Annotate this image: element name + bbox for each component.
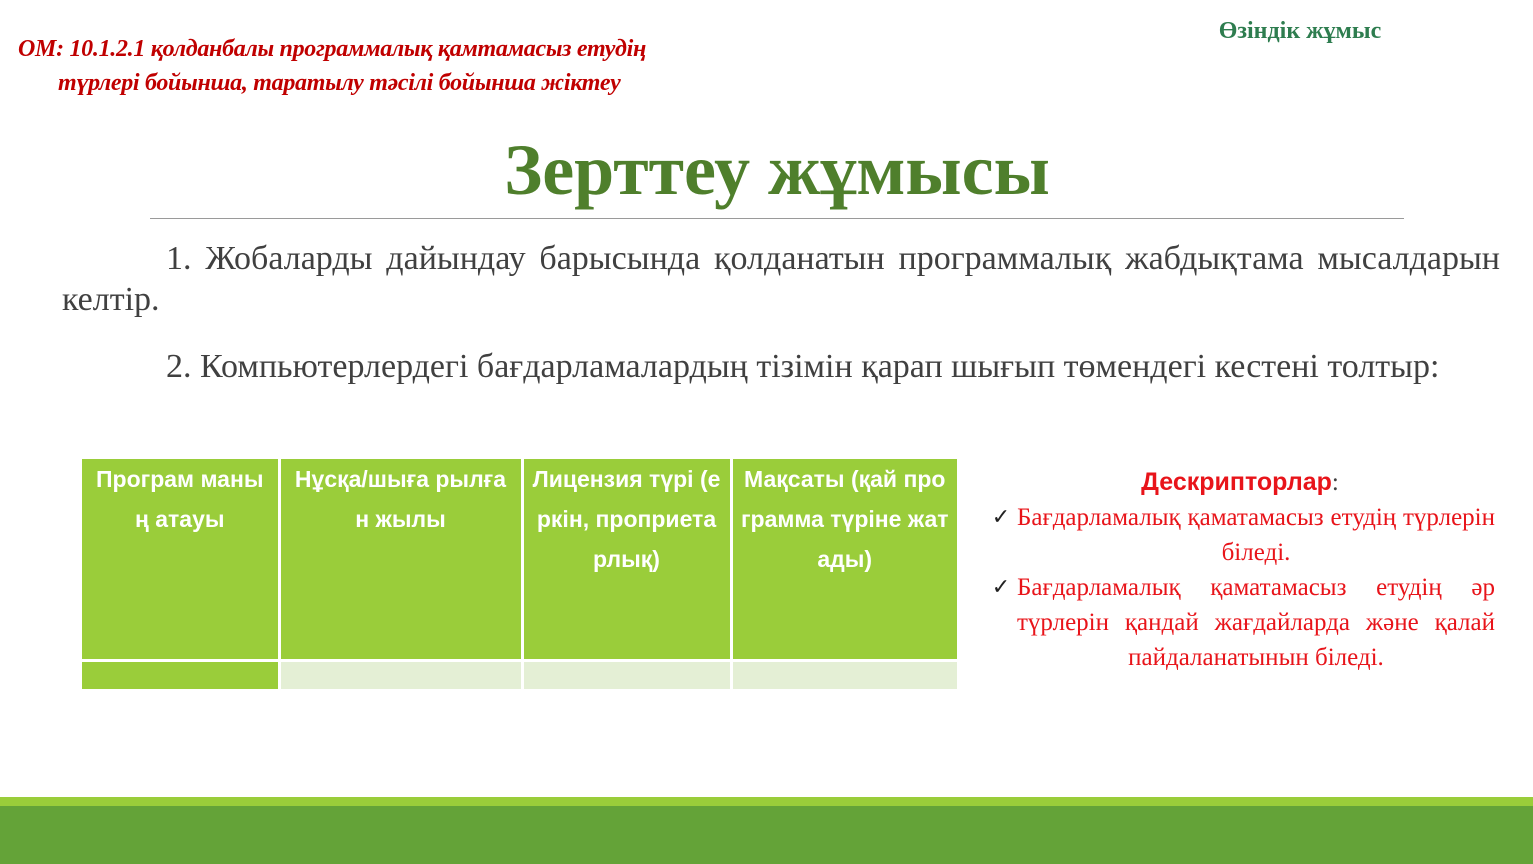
- descriptor-item: [985, 500, 1495, 570]
- descriptors-heading-colon: :: [1331, 469, 1339, 496]
- table-cell[interactable]: [731, 660, 957, 689]
- descriptors-heading: [985, 465, 1495, 500]
- table-cell[interactable]: [82, 660, 279, 689]
- table-header-row: [82, 459, 957, 660]
- footer-band: [0, 806, 1533, 864]
- header-version-year: Нұсқа/шыға рылған жылы: [279, 459, 522, 660]
- learning-objective: [18, 32, 818, 100]
- title-divider: [150, 218, 1404, 219]
- learning-objective-line1: ОМ: 10.1.2.1 қолданбалы программалық қамтамасыз етудің: [18, 36, 647, 62]
- descriptors-heading-text: Дескрипторлар: [1141, 468, 1332, 496]
- task-1: 1. Жобаларды дайындау барысында қолданатын программалық жабдықтама мысалдарын келтір.: [62, 240, 1500, 318]
- table-cell[interactable]: [522, 660, 731, 689]
- header-purpose: Мақсаты (қай программа түріне жатады): [731, 459, 957, 660]
- slide-title: Зерттеу жұмысы: [504, 130, 1050, 210]
- check-icon: ✓: [991, 505, 1011, 530]
- task-2: 2. Компьютерлердегі бағдарламалардың тізімін қарап шығып төмендегі кестені толтыр:: [166, 348, 1440, 385]
- table-cell[interactable]: [279, 660, 522, 689]
- check-icon: ✓: [991, 575, 1011, 600]
- header-license-type: Лицензия түрі (еркін, проприета рлық): [522, 459, 731, 660]
- descriptor-item: [985, 570, 1495, 675]
- self-work-label: Өзіндік жұмыс: [1218, 18, 1382, 44]
- research-table: [82, 459, 957, 689]
- footer-stripe-light: [0, 797, 1533, 806]
- descriptor-item-text: Бағдарламалық қаматамасыз етудің әр түрлерін қандай жағдайларда және қалай пайдаланатынын біледі.: [1017, 574, 1495, 671]
- learning-objective-line2: түрлері бойынша, таратылу тәсілі бойынша жіктеу: [58, 70, 621, 96]
- header-program-name: Програм маның атауы: [82, 459, 279, 660]
- table-row: [82, 660, 957, 689]
- descriptor-item-text: Бағдарламалық қаматамасыз етудің түрлерін біледі.: [1017, 504, 1495, 566]
- descriptors-box: [985, 465, 1495, 675]
